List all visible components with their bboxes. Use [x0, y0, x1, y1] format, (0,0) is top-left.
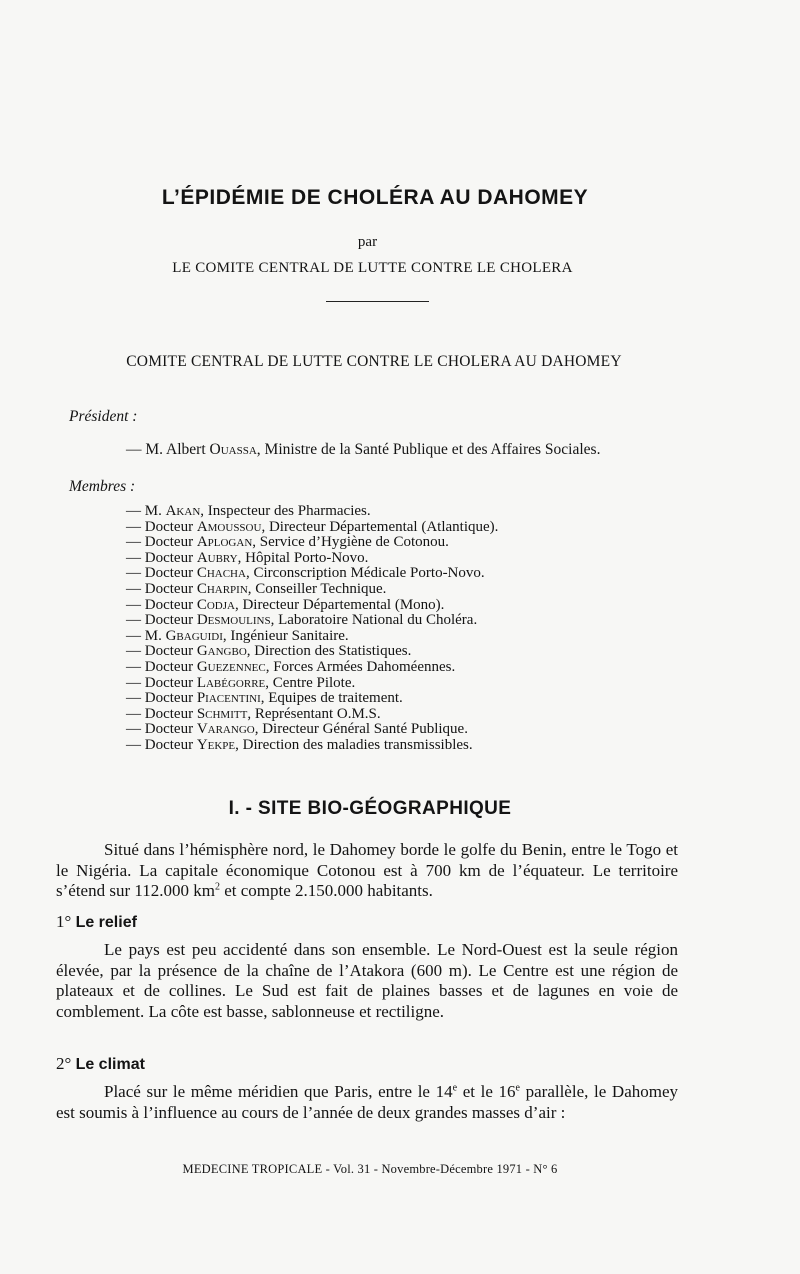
member-item — [126, 598, 498, 614]
intro-text-a: Situé dans l’hémisphère nord, le Dahomey borde le golfe du Benin, entre le Togo et le Nigéria. La capitale économique Cotonou est à 700 km de l’équateur. Le territoire s’étend sur 112.000 km — [56, 840, 678, 900]
member-name: Aplogan — [196, 534, 253, 551]
member-desc: , Direction des maladies transmissibles. — [235, 736, 473, 753]
member-desc: , Conseiller Technique. — [247, 580, 387, 597]
member-name: Gbaguidi — [165, 627, 223, 644]
president-desc: , Ministre de la Santé Publique et des Affaires Sociales. — [256, 441, 601, 458]
member-name: Desmoulins — [196, 612, 271, 629]
member-item — [126, 644, 498, 660]
president-entry — [126, 441, 600, 459]
member-prefix: — Docteur — [126, 596, 194, 613]
intro-superscript: 2 — [214, 881, 220, 893]
member-item — [126, 722, 498, 738]
member-prefix: — Docteur — [126, 721, 194, 738]
member-prefix: — Docteur — [126, 674, 194, 691]
member-desc: , Centre Pilote. — [265, 674, 356, 691]
member-prefix: — Docteur — [126, 736, 194, 753]
member-desc: , Inspecteur des Pharmacies. — [200, 503, 371, 519]
member-item — [126, 691, 498, 707]
member-prefix: — Docteur — [126, 549, 194, 566]
member-prefix: — Docteur — [126, 690, 194, 707]
member-prefix: — Docteur — [126, 643, 194, 660]
member-item — [126, 613, 498, 629]
president-prefix: — M. Albert — [126, 441, 206, 458]
member-name: Codja — [196, 596, 235, 613]
member-item — [126, 738, 498, 754]
committee-heading: COMITE CENTRAL DE LUTTE CONTRE LE CHOLERA AU DAHOMEY — [126, 353, 622, 370]
member-item — [126, 520, 498, 536]
member-prefix: — Docteur — [126, 658, 194, 675]
member-item — [126, 535, 498, 551]
climat-sup-a: e — [452, 1082, 458, 1094]
climat-paragraph — [56, 1082, 678, 1123]
members-list — [126, 504, 498, 754]
member-item — [126, 551, 498, 567]
member-name: Schmitt — [196, 705, 248, 722]
member-desc: , Directeur Général Santé Publique. — [254, 721, 468, 738]
member-name: Amoussou — [196, 518, 262, 535]
member-desc: , Service d’Hygiène de Cotonou. — [252, 534, 449, 551]
member-desc: , Circonscription Médicale Porto-Novo. — [245, 565, 485, 582]
member-prefix: — Docteur — [126, 518, 194, 535]
byline-par: par — [357, 234, 378, 250]
member-item — [126, 566, 498, 582]
section-heading: I. - SITE BIO-GÉOGRAPHIQUE — [228, 798, 512, 819]
member-prefix: — Docteur — [126, 565, 194, 582]
relief-paragraph — [56, 940, 678, 1022]
member-desc: , Direction des Statistiques. — [246, 643, 412, 660]
relief-text: Le pays est peu accidenté dans son ensemble. Le Nord-Ouest est la seule région élevée, par la présence de la chaîne de l’Atakora (600 m). Le Centre est une région de plateaux et de collines. Le Sud est fait de plaines basses et de lagunes en voie de comblement. La côte est basse, sablonneuse et rectiligne. — [56, 940, 678, 1021]
member-name: Chacha — [196, 565, 246, 582]
climat-text-a: Placé sur le même méridien que Paris, entre le 14 — [104, 1082, 453, 1101]
journal-footer: MEDECINE TROPICALE - Vol. 31 - Novembre-Décembre 1971 - N° 6 — [182, 1162, 558, 1176]
member-name: Yekpe — [196, 736, 236, 753]
member-item — [126, 676, 498, 692]
president-label: Président : — [69, 408, 138, 425]
member-prefix: — Docteur — [126, 534, 194, 551]
member-desc: , Hôpital Porto-Novo. — [237, 549, 369, 566]
subheading-climat — [56, 1054, 145, 1074]
members-label: Membres : — [69, 478, 136, 495]
president-name: Ouassa — [209, 441, 257, 458]
member-prefix: — M. — [126, 627, 162, 644]
member-name: Aubry — [196, 549, 238, 566]
climat-text-c: parallèle, le Dahomey est soumis à l’influence au cours de l’année de deux grandes masses d’air : — [56, 1082, 679, 1122]
climat-text-b: et le 16 — [457, 1082, 516, 1101]
member-name: Akan — [165, 503, 201, 519]
member-desc: , Forces Armées Dahoméennes. — [265, 658, 456, 675]
article-authors: LE COMITE CENTRAL DE LUTTE CONTRE LE CHOLERA — [172, 260, 573, 276]
member-item — [126, 660, 498, 676]
climat-sup-b: e — [515, 1082, 520, 1094]
member-desc: , Directeur Départemental (Atlantique). — [261, 518, 499, 535]
climat-label: Le climat — [75, 1056, 145, 1073]
member-prefix: — Docteur — [126, 612, 194, 629]
member-name: Varango — [196, 721, 255, 738]
intro-text-b: et compte 2.150.000 habitants. — [219, 881, 433, 900]
member-desc: , Représentant O.M.S. — [247, 705, 381, 722]
member-item — [126, 504, 498, 520]
member-name: Guezennec — [196, 658, 266, 675]
member-prefix: — Docteur — [126, 580, 194, 597]
title-divider — [326, 301, 429, 302]
member-name: Charpin — [196, 580, 248, 597]
relief-label: Le relief — [75, 914, 137, 931]
member-name: Piacentini — [196, 690, 261, 707]
intro-paragraph — [56, 840, 678, 902]
article-title: L’ÉPIDÉMIE DE CHOLÉRA AU DAHOMEY — [161, 186, 589, 209]
member-desc: , Laboratoire National du Choléra. — [270, 612, 478, 629]
member-prefix: — Docteur — [126, 705, 194, 722]
climat-number: 2° — [56, 1054, 72, 1073]
member-name: Labégorre — [196, 674, 266, 691]
relief-number: 1° — [56, 912, 72, 931]
subheading-relief — [56, 912, 137, 932]
member-desc: , Equipes de traitement. — [260, 690, 403, 707]
member-name: Gangbo — [196, 643, 247, 660]
member-item — [126, 707, 498, 723]
member-item — [126, 582, 498, 598]
member-desc: , Directeur Départemental (Mono). — [234, 596, 445, 613]
member-desc: , Ingénieur Sanitaire. — [222, 627, 349, 644]
member-item — [126, 629, 498, 645]
member-prefix: — M. — [126, 503, 162, 519]
